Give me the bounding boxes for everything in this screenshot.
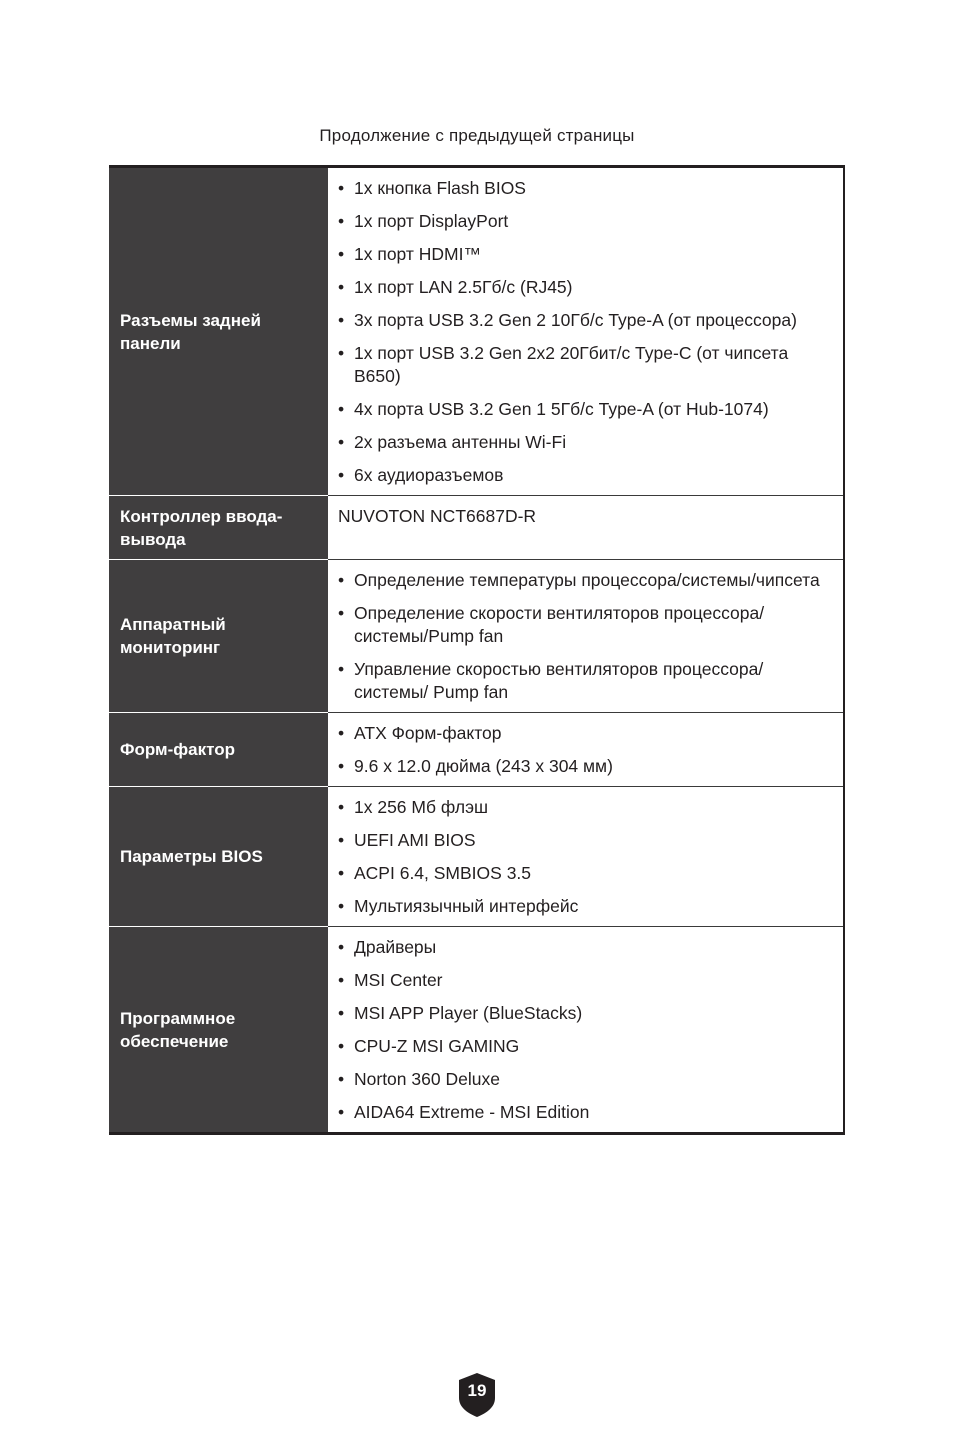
spec-label: Форм-фактор [109, 713, 328, 787]
list-item: • 4x порта USB 3.2 Gen 1 5Гб/с Type-A (от Hub-1074) [338, 398, 823, 421]
list-item: • AIDA64 Extreme - MSI Edition [338, 1101, 823, 1124]
list-item: • Драйверы [338, 936, 823, 959]
spec-value [328, 560, 844, 713]
spec-list [338, 177, 823, 487]
list-item: • 2x разъема антенны Wi-Fi [338, 431, 823, 454]
list-item: • 6x аудиоразъемов [338, 464, 823, 487]
spec-row-io-controller [109, 496, 844, 560]
continuation-note: Продолжение с предыдущей страницы [319, 126, 635, 145]
list-item: • Мультиязычный интерфейс [338, 895, 823, 918]
list-item: • MSI Center [338, 969, 823, 992]
list-item: • UEFI AMI BIOS [338, 829, 823, 852]
page-number: 19 [467, 1381, 487, 1400]
spec-value [328, 496, 844, 560]
list-item: • CPU-Z MSI GAMING [338, 1035, 823, 1058]
list-item: • 1x кнопка Flash BIOS [338, 177, 823, 200]
list-item: • Norton 360 Deluxe [338, 1068, 823, 1091]
spec-row-form-factor [109, 713, 844, 787]
spec-list [338, 722, 823, 778]
spec-label: Параметры BIOS [109, 787, 328, 927]
spec-row-hw-monitoring [109, 560, 844, 713]
spec-label: Аппаратный мониторинг [109, 560, 328, 713]
spec-value [328, 927, 844, 1134]
list-item: • 3x порта USB 3.2 Gen 2 10Гб/с Type-A (от процессора) [338, 309, 823, 332]
spec-value [328, 713, 844, 787]
spec-plain-value: NUVOTON NCT6687D-R [338, 506, 537, 526]
spec-list [338, 569, 823, 704]
spec-table [109, 165, 845, 1135]
spec-row-software [109, 927, 844, 1134]
list-item: • ACPI 6.4, SMBIOS 3.5 [338, 862, 823, 885]
list-item: • Управление скоростью вентиляторов процессора/системы/ Pump fan [338, 658, 823, 704]
spec-row-rear-panel [109, 167, 844, 496]
list-item: • 1x порт DisplayPort [338, 210, 823, 233]
list-item: • ATX Форм-фактор [338, 722, 823, 745]
list-item: • Определение температуры процессора/системы/чипсета [338, 569, 823, 592]
spec-list [338, 796, 823, 918]
list-item: • 1x порт USB 3.2 Gen 2x2 20Гбит/с Type-C (от чипсета B650) [338, 342, 823, 388]
spec-value [328, 167, 844, 496]
list-item: • 1x порт LAN 2.5Гб/с (RJ45) [338, 276, 823, 299]
list-item: • 1x порт HDMI™ [338, 243, 823, 266]
list-item: • 1x 256 Мб флэш [338, 796, 823, 819]
list-item: • MSI APP Player (BlueStacks) [338, 1002, 823, 1025]
spec-row-bios [109, 787, 844, 927]
spec-value [328, 787, 844, 927]
list-item: • Определение скорости вентиляторов процессора/системы/Pump fan [338, 602, 823, 648]
list-item: • 9.6 x 12.0 дюйма (243 x 304 мм) [338, 755, 823, 778]
spec-label: Программное обеспечение [109, 927, 328, 1134]
spec-label: Контроллер ввода-вывода [109, 496, 328, 560]
spec-list [338, 936, 823, 1124]
spec-label: Разъемы задней панели [109, 167, 328, 496]
